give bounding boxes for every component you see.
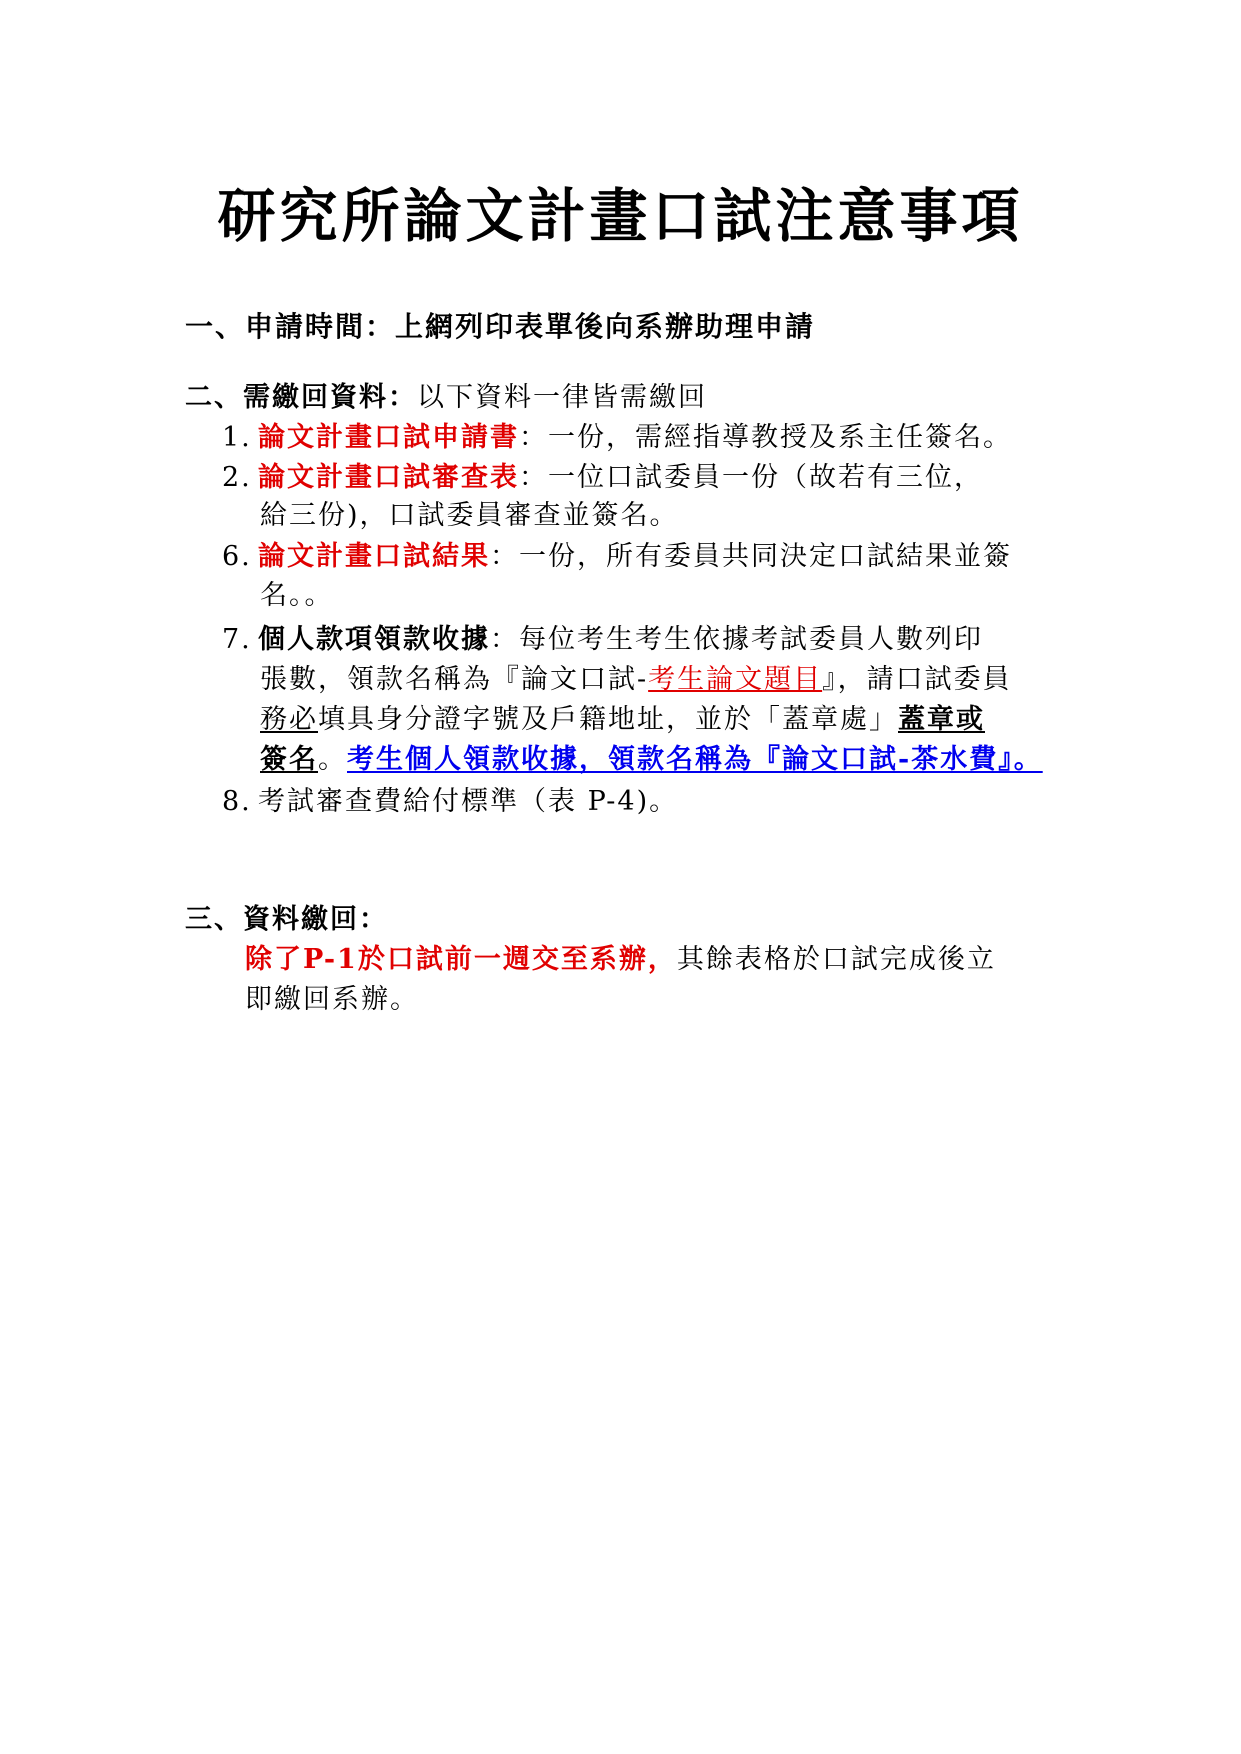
section2-heading-line — [185, 378, 707, 418]
item-8-number: 8. — [222, 786, 252, 817]
item-7-blue-note: 考生個人領款收據，領款名稱為『論文口試-茶水費』。 — [347, 744, 1043, 775]
item-1-text: ：一份，需經指導教授及系主任簽名。 — [519, 422, 1012, 453]
section3-body — [245, 940, 996, 980]
item-7-line2-a: 張數，領款名稱為『論文口試- — [260, 664, 649, 695]
item-2-name: 論文計畫口試審查表 — [258, 462, 519, 493]
item-7-text: ：每位考生考生依據考試委員人數列印 — [490, 624, 983, 655]
item-1-number: 1. — [222, 422, 252, 453]
section1-heading: 一、申請時間：上網列印表單後向系辦助理申請 — [185, 310, 816, 343]
section3-heading: 三、資料繳回： — [185, 904, 388, 935]
item-7-line4-b: 。 — [318, 744, 347, 775]
item-7-line3-b: 填具身分證字號及戶籍地址，並於「蓋章處」 — [318, 704, 898, 735]
item-7-thesis-title-link: 考生論文題目 — [648, 664, 823, 695]
item-7-name: 個人款項領款收據 — [258, 624, 490, 655]
item-7-line4 — [260, 740, 1043, 780]
page-title: 研究所論文計畫口試注意事項 — [217, 182, 1024, 250]
item-8 — [222, 782, 678, 822]
item-7 — [222, 620, 983, 660]
item-2 — [222, 458, 983, 498]
item-6-name: 論文計畫口試結果 — [258, 541, 490, 572]
section3-red-text: 除了P-1於口試前一週交至系辦， — [245, 944, 677, 975]
item-7-line2-b: 』，請口試委員 — [822, 664, 1012, 695]
item-8-text: 考試審查費給付標準（表 P-4)。 — [258, 786, 679, 817]
item-7-must: 務必 — [260, 704, 318, 735]
section3-continuation: 即繳回系辦。 — [245, 984, 419, 1015]
section3-text: 其餘表格於口試完成後立 — [676, 944, 996, 975]
item-7-sign: 簽名 — [260, 744, 318, 775]
item-1 — [222, 418, 1012, 458]
item-7-line3 — [260, 700, 985, 740]
item-6-text: ：一份，所有委員共同決定口試結果並簽 — [490, 541, 1012, 572]
item-6 — [222, 537, 1012, 577]
item-7-number: 7. — [222, 624, 252, 655]
item-6-number: 6. — [222, 541, 252, 572]
item-2-continuation: 給三份)，口試委員審查並簽名。 — [260, 500, 679, 531]
item-2-text: ：一位口試委員一份（故若有三位， — [519, 462, 983, 493]
item-2-number: 2. — [222, 462, 252, 493]
item-7-stamp-or: 蓋章或 — [898, 704, 985, 735]
section2-heading: 二、需繳回資料： — [185, 382, 417, 413]
item-7-line2 — [260, 660, 1012, 700]
section2-intro: 以下資料一律皆需繳回 — [417, 382, 707, 413]
item-1-name: 論文計畫口試申請書 — [258, 422, 519, 453]
item-6-continuation: 名。。 — [260, 580, 334, 611]
